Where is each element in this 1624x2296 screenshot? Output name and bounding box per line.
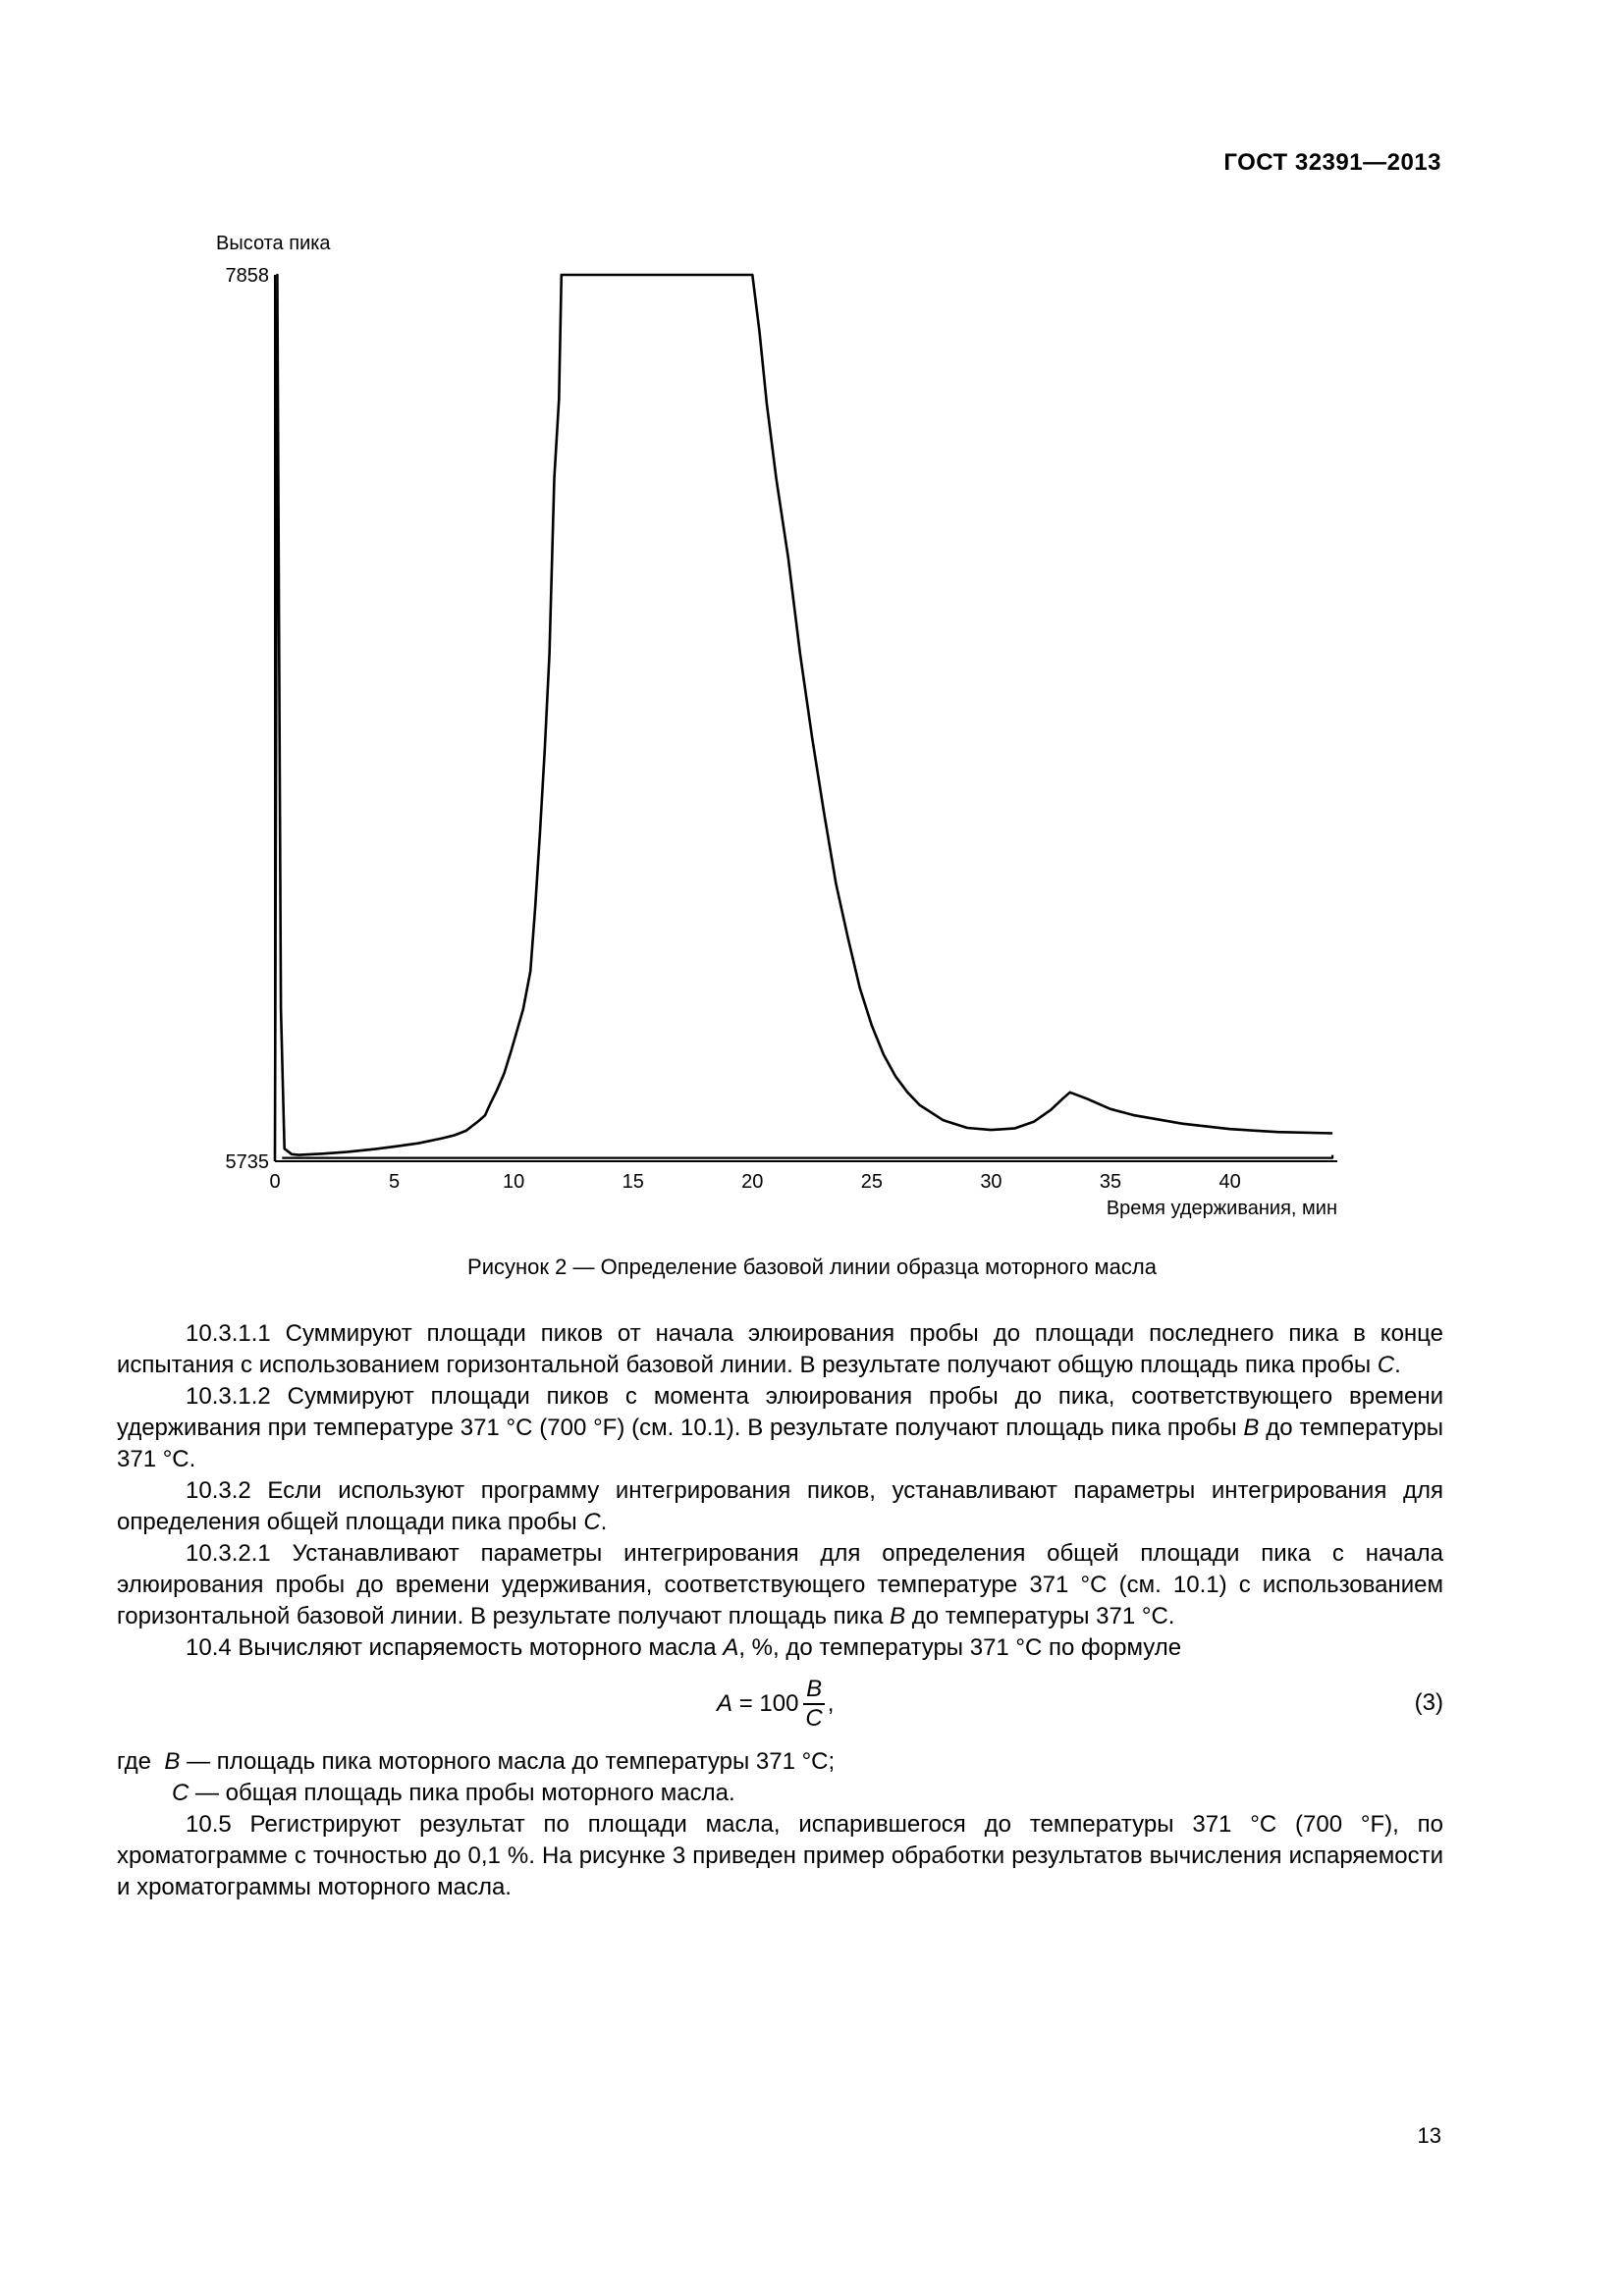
chromatogram-line xyxy=(275,275,1332,1161)
document-header: ГОСТ 32391—2013 xyxy=(1223,149,1441,176)
body-text xyxy=(117,1318,1443,1903)
formula-numerator: B xyxy=(803,1676,825,1705)
paragraph-10-5: 10.5 Регистрируют результат по площади масла, испарившегося до температуры 371 °C (700 °F), по хроматограмме с точностью до 0,1 %. На рисунке 3 приведен пример обработки результатов вычисления испаряемости и хроматограммы моторного масла. xyxy=(117,1811,1443,1900)
baseline-line xyxy=(282,1155,1332,1158)
formula-row xyxy=(117,1668,1443,1742)
paragraph-10-4: 10.4 Вычисляют испаряемость моторного масла A, %, до температуры 371 °C по формуле xyxy=(186,1634,1182,1661)
formula-equals: = 100 xyxy=(738,1690,799,1717)
x-tick-label: 30 xyxy=(980,1171,1002,1193)
y-tick-label: 5735 xyxy=(225,1151,269,1173)
x-tick-label: 15 xyxy=(622,1171,644,1193)
series-lines xyxy=(275,275,1332,1161)
equation-number: (3) xyxy=(1414,1689,1443,1716)
x-tick-label: 10 xyxy=(503,1171,525,1193)
where-b: где B — площадь пика моторного масла до температуры 371 °C; xyxy=(117,1748,836,1775)
paragraph-10-3-2: 10.3.2 Если используют программу интегрирования пиков, устанавливают параметры интегрирования для определения общей площади пика пробы C. xyxy=(117,1477,1443,1535)
y-axis-label: Высота пика xyxy=(216,233,331,254)
x-tick-label: 35 xyxy=(1099,1171,1122,1193)
paragraph-10-3-1-1: 10.3.1.1 Суммируют площади пиков от начала элюирования пробы до площади последнего пика в конце испытания с использованием горизонтальной базовой линии. В результате получают общую площадь пика пробы C. xyxy=(117,1320,1443,1378)
where-c: C — общая площадь пика пробы моторного масла. xyxy=(172,1780,735,1806)
x-tick-label: 5 xyxy=(389,1171,401,1193)
chromatogram-chart xyxy=(196,221,1355,1219)
tick-labels xyxy=(226,265,1241,1193)
x-tick-label: 40 xyxy=(1218,1171,1241,1193)
paragraph-10-3-1-2: 10.3.1.2 Суммируют площади пиков с момента элюирования пробы до пика, соответствующего времени удерживания при температуре 371 °C (700 °F) (см. 10.1). В результате получают площадь пика пробы B до температуры 371 °C. xyxy=(117,1383,1443,1472)
x-tick-label: 20 xyxy=(741,1171,764,1193)
paragraph-10-3-2-1: 10.3.2.1 Устанавливают параметры интегрирования для определения общей площади пика с начала элюирования пробы до времени удерживания, соответствующего температуре 371 °C (см. 10.1) с использованием горизонтальной базовой линии. В результате получают площадь пика B до температуры 371 °C. xyxy=(117,1540,1443,1629)
chromatogram-figure xyxy=(196,221,1355,1219)
page-number: 13 xyxy=(1417,2123,1441,2148)
x-axis-label: Время удерживания, мин xyxy=(1106,1198,1337,1219)
y-tick-label: 7858 xyxy=(225,265,269,287)
formula-fraction xyxy=(802,1676,825,1733)
x-tick-label: 0 xyxy=(269,1171,281,1193)
axes xyxy=(275,275,1337,1161)
formula: A = 100 $\frac{B}{C}$ , xyxy=(717,1676,835,1732)
figure-caption: Рисунок 2 — Определение базовой линии образца моторного масла xyxy=(467,1255,1157,1279)
formula-lhs: A xyxy=(717,1690,733,1717)
x-tick-label: 25 xyxy=(860,1171,883,1193)
formula-denominator: C xyxy=(805,1705,823,1732)
